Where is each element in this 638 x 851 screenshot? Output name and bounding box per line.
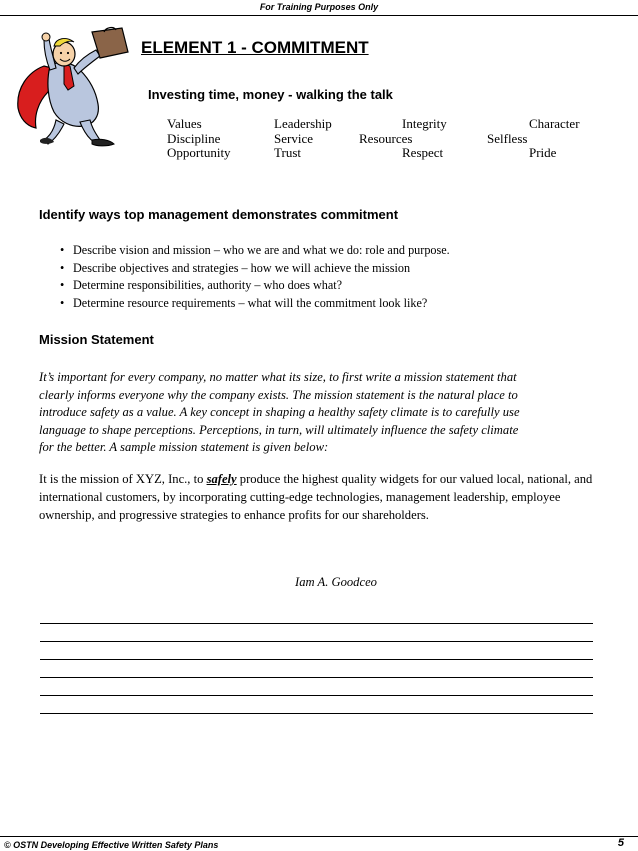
value-word: Discipline [167, 130, 221, 146]
value-word: Pride [529, 145, 557, 160]
footer-rule [0, 836, 638, 837]
bullet-icon: • [60, 260, 65, 275]
value-word: Values [167, 116, 202, 131]
value-word: Resources [359, 130, 413, 146]
page-number: 5 [617, 837, 624, 849]
list-item: • Describe vision and mission – who we are and what we do: role and purpose. [60, 242, 450, 260]
writing-line [40, 713, 593, 714]
paragraph-line: clearly informs everyone why the company exists. The mission statement is the natural place to [39, 387, 518, 402]
page-header: For Training Purposes Only [259, 2, 379, 12]
paragraph-line: language to shape perceptions. Perceptions, in turn, will ultimately influence the safety climate [39, 422, 519, 437]
value-word: Character [529, 116, 580, 131]
value-word: Trust [274, 145, 301, 160]
mission-heading: Mission Statement [39, 332, 154, 347]
management-heading: Identify ways top management demonstrates commitment [39, 207, 399, 222]
writing-line [40, 677, 593, 678]
mission-statement: It is the mission of XYZ, Inc., to safely produce the highest quality widgets for our valued local, national, and international customers, by incorporating cutting-edge technologies, management leadership, employee ownership, and progressive strategies to enhance profits for our shareholders. [39, 472, 593, 522]
page-subtitle: Investing time, money - walking the talk [148, 87, 393, 102]
bullet-icon: • [60, 278, 65, 292]
safely-emphasis: safely [206, 472, 237, 486]
paragraph-line: It’s important for every company, no matter what its size, to first write a mission statement that [39, 370, 517, 384]
page-title: ELEMENT 1 - COMMITMENT [141, 38, 369, 57]
value-word: Opportunity [167, 145, 231, 160]
paragraph-line: for the better. A sample mission statement is given below: [39, 440, 329, 455]
writing-line [40, 641, 593, 642]
raised-arm [74, 50, 100, 74]
footer-text: © OSTN Developing Effective Written Safety Plans [4, 840, 219, 850]
list-item: • Describe objectives and strategies – how we will achieve the mission [60, 260, 450, 278]
header-rule [0, 15, 638, 16]
mission-intro-paragraph [39, 369, 599, 457]
value-word: Integrity [402, 116, 447, 131]
values-grid [0, 116, 638, 164]
management-bullet-list [60, 242, 450, 312]
signature: Iam A. Goodceo [295, 575, 377, 589]
writing-line [40, 695, 593, 696]
bullet-icon: • [60, 243, 65, 257]
value-word: Leadership [274, 116, 332, 131]
writing-line [40, 623, 593, 624]
bullet-icon: • [60, 295, 65, 310]
writing-line [40, 659, 593, 660]
paragraph-line: introduce safety as a value. A key concept in shaping a healthy safety climate is to carefully use [39, 405, 520, 420]
list-item: • Determine resource requirements – what will the commitment look like? [60, 295, 450, 313]
list-item: • Determine responsibilities, authority – who does what? [60, 277, 450, 295]
value-word: Selfless [487, 130, 528, 146]
value-word: Service [274, 130, 313, 146]
value-word: Respect [402, 145, 444, 160]
